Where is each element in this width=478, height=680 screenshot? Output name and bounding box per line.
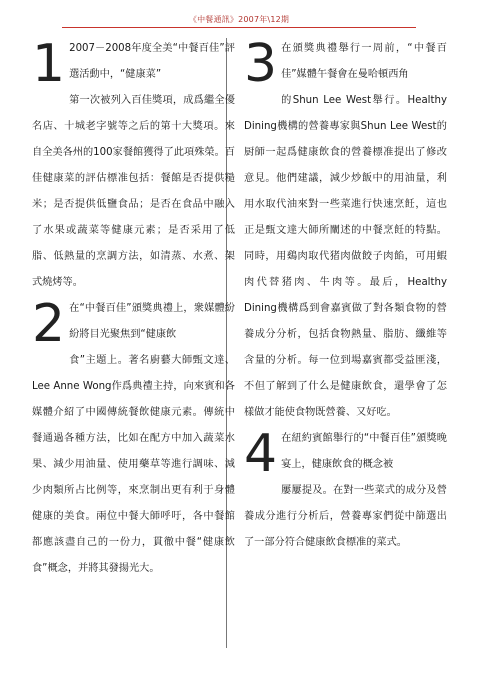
header-title: 《中餐通訊》2007年\12期 <box>188 15 290 24</box>
section-body: 第一次被列入百佳獎項，成爲繼全優名店、十城老字號等之后的第十大獎項。來自全美各州的100家餐館獲得了此項殊榮。百佳健康菜的評估標准包括：餐館是否提供糙米；是否提供低鹽食品；是否在食品中融入了水果或蔬菜等健康元素；是否采用了低脂、低熱量的烹調方法，如清蒸、水煮、架式燒烤等。 <box>32 95 235 288</box>
left-column <box>32 36 235 582</box>
article-section-4 <box>244 426 447 556</box>
article-section-3 <box>244 36 447 426</box>
section-body: 屢屢提及。在對一些菜式的成分及營養成分進行分析后，營養專家們從中篩選出了一部分符合健康飲食標准的菜式。 <box>244 485 447 548</box>
section-lead: 在紐約賓館舉行的“中餐百佳”頒獎晚宴上，健康飲食的概念被 <box>281 433 447 470</box>
section-body: 食”主題上。著名廚藝大師甄文達、Lee Anne Wong作爲典禮主持，向來賓和各媒體介紹了中國傳統餐飲健康元素。傳統中餐通過各種方法，比如在配方中加入蔬菜水果、減少用油量、使用藥草等進行調味、減少肉類所占比例等，來烹制出更有利于身體健康的美食。兩位中餐大師呼吁，各中餐館都應該盡自己的一份力，貫徹中餐“健康飲食”概念，并將其發揚光大。 <box>32 355 235 574</box>
section-lead: 2007－2008年度全美“中餐百佳”評選活動中，“健康菜” <box>69 43 235 80</box>
article-section-1 <box>32 36 235 296</box>
right-column <box>244 36 447 556</box>
section-number: 3 <box>244 34 278 94</box>
section-body: 的Shun Lee West舉行。Healthy Dining機構的營養專家與Shun Lee West的厨師一起爲健康飲食的營養標准提出了修改意見。他們建議，減少炒飯中的用油量，利用水取代油來對一些菜進行快速烹飪，這也正是甄文達大師所闡述的中餐烹飪的特點。同時，用鷄肉取代猪肉做餃子肉餡，可用蝦肉代替猪肉、牛肉等。最后，Healthy Dining機構爲到會嘉賓做了對各類食物的營養成分分析，包括食物熱量、脂肪、纖維等含量的分析。每一位到場嘉賓都受益匪淺，不但了解到了什么是健康飲食，還學會了怎樣做才能使食物既營養、又好吃。 <box>244 95 447 418</box>
header-rule <box>62 27 416 28</box>
article-section-2 <box>32 296 235 582</box>
section-lead: 在頒獎典禮舉行一周前，“中餐百佳”媒體午餐會在曼哈頓西角 <box>281 43 447 80</box>
section-number: 4 <box>244 424 278 484</box>
section-lead: 在“中餐百佳”頒獎典禮上，衆媒體紛紛將目光聚焦到“健康飲 <box>69 303 235 340</box>
page-header <box>0 0 478 32</box>
section-number: 2 <box>32 294 66 354</box>
section-number: 1 <box>32 34 66 94</box>
